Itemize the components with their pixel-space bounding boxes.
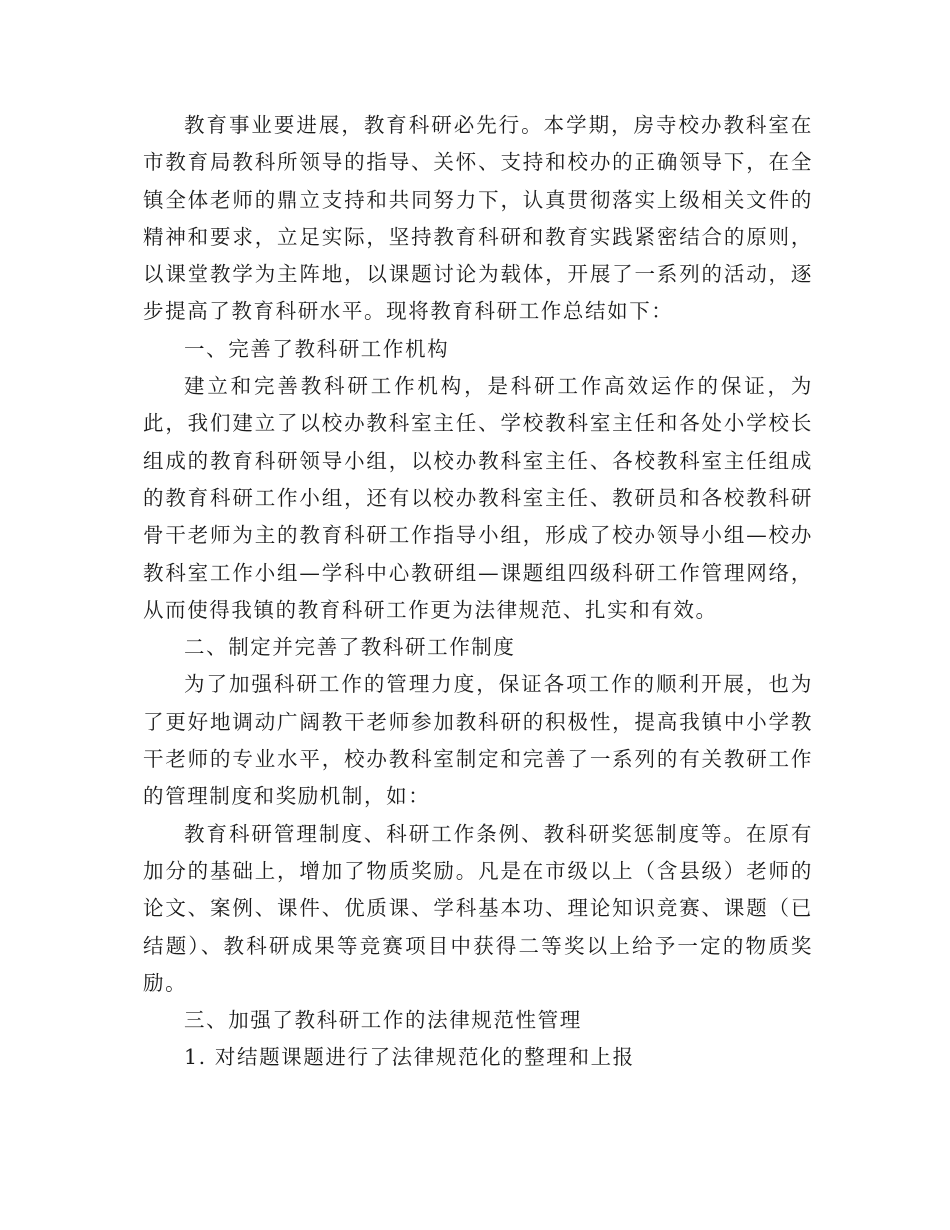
section-heading-3: 三、加强了教科研工作的法律规范性管理 xyxy=(184,1008,582,1033)
section-2-paragraph-2: 教育科研管理制度、科研工作条例、教科研奖惩制度等。在原有加分的基础上，增加了物质奖励。凡是在市级以上（含县级）老师的论文、案例、课件、优质课、学科基本功、理论知识竞赛、课题（已结题）、教科研成果等竞赛项目中获得二等奖以上给予一定的物质奖励。 xyxy=(143,821,813,995)
section-2-paragraph-1: 为了加强科研工作的管理力度，保证各项工作的顺利开展，也为了更好地调动广阔教干老师参加教科研的积极性，提高我镇中小学教干老师的专业水平，校办教科室制定和完善了一系列的有关教研工作的管理制度和奖励机制，如： xyxy=(143,672,813,809)
intro-paragraph: 教育事业要进展，教育科研必先行。本学期，房寺校办教科室在市教育局教科所领导的指导、关怀、支持和校办的正确领导下，在全镇全体老师的鼎立支持和共同努力下，认真贯彻落实上级相关文件的精神和要求，立足实际，坚持教育科研和教育实践紧密结合的原则，以课堂教学为主阵地，以课题讨论为载体，开展了一系列的活动，逐步提高了教育科研水平。现将教育科研工作总结如下： xyxy=(143,113,813,324)
section-heading-2: 二、制定并完善了教科研工作制度 xyxy=(184,635,516,660)
subsection-heading-1: 1. 对结题课题进行了法律规范化的整理和上报 xyxy=(184,1045,635,1070)
section-heading-1: 一、完善了教科研工作机构 xyxy=(184,336,450,361)
document-body xyxy=(143,107,813,1077)
section-1-paragraph: 建立和完善教科研工作机构，是科研工作高效运作的保证，为此，我们建立了以校办教科室主任、学校教科室主任和各处小学校长组成的教育科研领导小组，以校办教科室主任、各校教科室主任组成的教育科研工作小组，还有以校办教科室主任、教研员和各校教科研骨干老师为主的教育科研工作指导小组，形成了校办领导小组—校办教科室工作小组—学科中心教研组—课题组四级科研工作管理网络，从而使得我镇的教育科研工作更为法律规范、扎实和有效。 xyxy=(143,374,813,622)
